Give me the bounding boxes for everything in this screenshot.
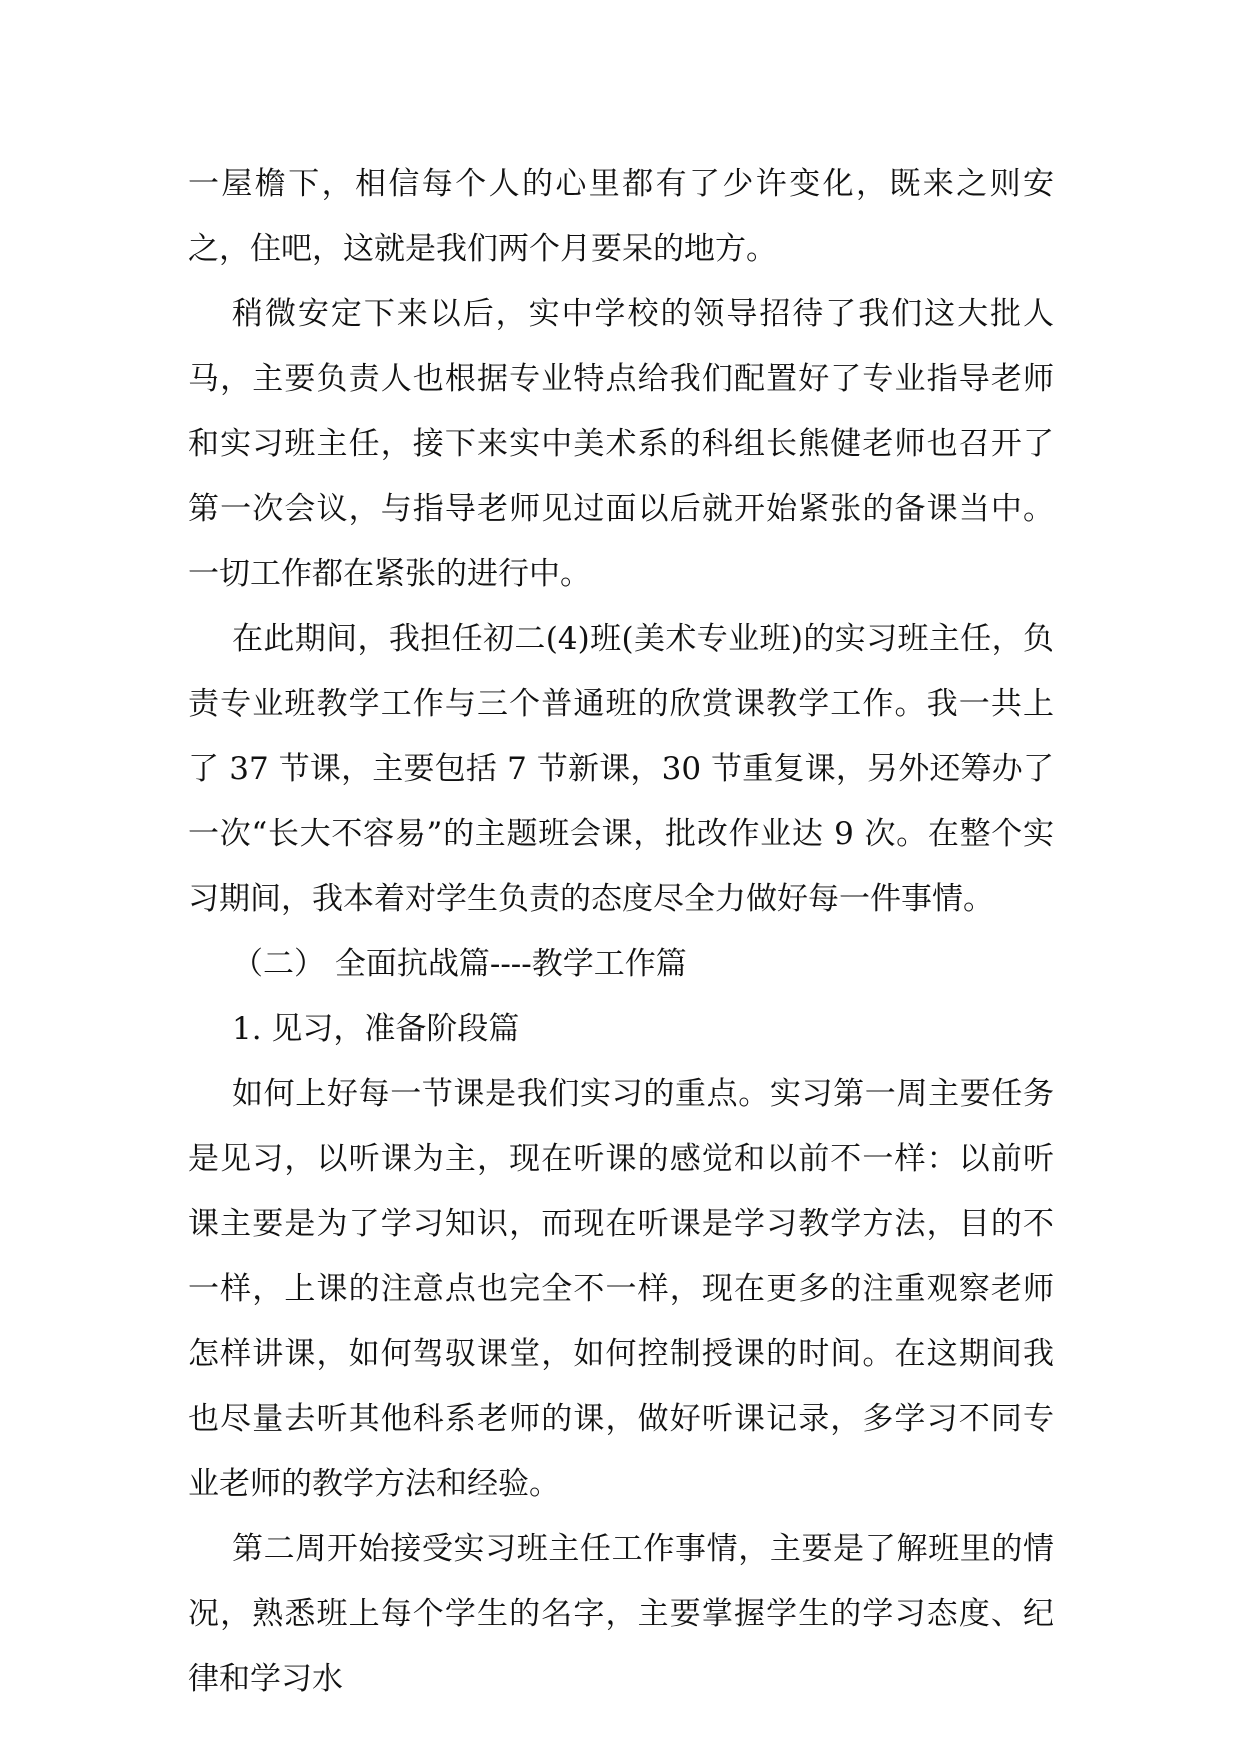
section-heading: （二） 全面抗战篇----教学工作篇 bbox=[232, 946, 687, 982]
paragraph-continuation: 一屋檐下，相信每个人的心里都有了少许变化，既来之则安之，住吧，这就是我们两个月要呆的地方。 bbox=[188, 166, 1054, 267]
document-body bbox=[188, 152, 1054, 1712]
paragraph-duties: 在此期间，我担任初二(4)班(美术专业班)的实习班主任，负责专业班教学工作与三个普通班的欣赏课教学工作。我一共上了 37 节课，主要包括 7 节新课，30 节重复课，另外还筹办了一次“长大不容易”的主题班会课，批改作业达 9 次。在整个实习期间，我本着对学生负责的态度尽全力做好每一件事情。 bbox=[188, 621, 1054, 917]
paragraph-arrival: 稍微安定下来以后，实中学校的领导招待了我们这大批人马，主要负责人也根据专业特点给我们配置好了专业指导老师和实习班主任，接下来实中美术系的科组长熊健老师也召开了第一次会议，与指导老师见过面以后就开始紧张的备课当中。一切工作都在紧张的进行中。 bbox=[188, 296, 1054, 592]
paragraph-observation: 如何上好每一节课是我们实习的重点。实习第一周主要任务是见习，以听课为主，现在听课的感觉和以前不一样：以前听课主要是为了学习知识，而现在听课是学习教学方法，目的不一样，上课的注意点也完全不一样，现在更多的注重观察老师怎样讲课，如何驾驭课堂，如何控制授课的时间。在这期间我也尽量去听其他科系老师的课，做好听课记录，多学习不同专业老师的教学方法和经验。 bbox=[188, 1076, 1054, 1502]
subsection-heading: 1. 见习，准备阶段篇 bbox=[232, 1011, 520, 1047]
paragraph-second-week: 第二周开始接受实习班主任工作事情，主要是了解班里的情况，熟悉班上每个学生的名字，主要掌握学生的学习态度、纪律和学习水 bbox=[188, 1531, 1054, 1697]
